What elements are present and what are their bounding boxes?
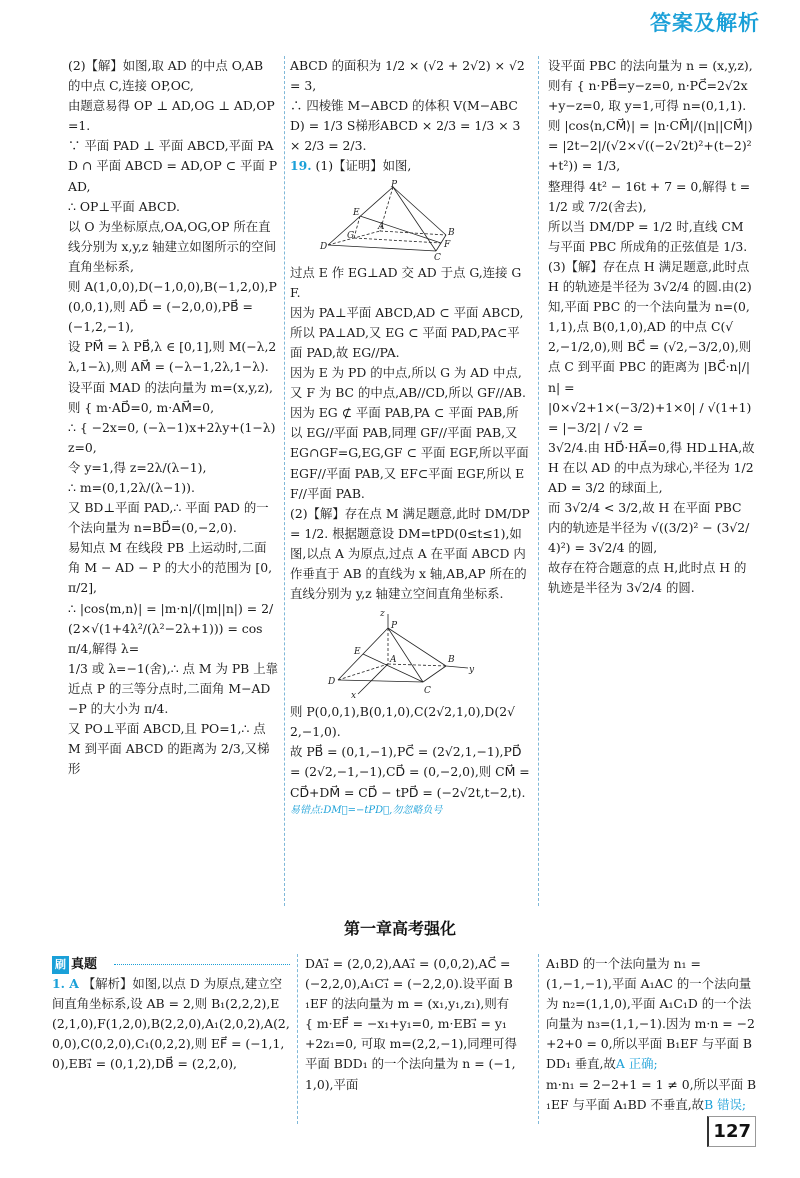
question-number: 19.	[290, 158, 312, 174]
solution-paragraph: 故 PB⃗ = (0,1,−1),PC⃗ = (2√2,1,−1),PD⃗ = (2√2,−1,−1),CD⃗ = (0,−2,0),则 CM⃗ = CD⃗+DM⃗ = CD⃗ − tPD⃗ = (−2√2t,t−2,t).	[290, 744, 534, 800]
header-title: 答案及解析	[650, 11, 760, 35]
solution-paragraph: ABCD 的面积为 1/2 × (√2 + 2√2) × √2 = 3,	[290, 58, 529, 94]
solution-paragraph: 由题意易得 OP ⊥ AD,OG ⊥ AD,OP=1.	[68, 98, 275, 134]
solution-paragraph: ∴ { −2x=0, (−λ−1)x+2λy+(1−λ)z=0,	[68, 419, 276, 455]
solution-paragraph: 3√2/4.由 HD⃗·HA⃗=0,得 HD⊥HA,故 H 在以 AD 的中点为球心,半径为 1/2 AD = 3/2 的球面上,	[548, 439, 759, 495]
solution-paragraph: 又 PO⊥平面 ABCD,且 PO=1,∴ 点 M 到平面 ABCD 的距离为 2/3,又梯形	[68, 721, 270, 777]
fig2-label-a: A	[390, 655, 397, 666]
column-divider	[297, 954, 298, 1124]
fig1-label-b: B	[448, 227, 455, 238]
fig2-label-c: C	[424, 686, 431, 697]
solution-paragraph: (2)【解】存在点 M 满足题意,此时 DM/DP = 1/2. 根据题意设 DM=tPD(0≤t≤1),如图,以点 A 为原点,过点 A 在平面 ABCD 内作垂直于 AB 的直线为 x 轴,AB,AP 所在的直线分别为 y,z 轴建立空间直角坐标系.	[290, 505, 534, 602]
solution-paragraph: 又 BD⊥平面 PAD,∴ 平面 PAD 的一个法向量为 n=BD⃗=(0,−2,0).	[68, 500, 269, 536]
fig2-label-p: P	[391, 621, 398, 632]
solution-paragraph: 过点 E 作 EG⊥AD 交 AD 于点 G,连接 GF.	[290, 264, 522, 300]
solution-paragraph: 令 y=1,得 z=2λ/(λ−1),	[68, 459, 207, 475]
section-tag-text: 真题	[71, 957, 98, 972]
column-right	[548, 56, 759, 906]
solution-paragraph: 则 A(1,0,0),D(−1,0,0),B(−1,2,0),P(0,0,1),则 AD⃗ = (−2,0,0),PB⃗ = (−1,2,−1),	[68, 279, 277, 335]
page-number: 127	[707, 1116, 756, 1147]
solution-paragraph: 故存在符合题意的点 H,此时点 H 的轨迹是半径为 3√2/4 的圆.	[548, 560, 747, 596]
question-19-heading	[290, 156, 530, 176]
error-tip-note: 易错点:DM⃗=−tPD⃗,勿忽略负号	[290, 804, 443, 816]
bottom-column-middle	[305, 954, 517, 1124]
solution-paragraph: 1/3 或 λ=−1(舍),∴ 点 M 为 PB 上靠近点 P 的三等分点时,二面角 M−AD−P 的大小为 π/4.	[68, 660, 278, 716]
fig2-label-x: x	[351, 691, 357, 702]
solution-paragraph: 则 P(0,0,1),B(0,1,0),C(2√2,1,0),D(2√2,−1,0).	[290, 704, 515, 740]
solution-paragraph: 以 O 为坐标原点,OA,OG,OP 所在直线分别为 x,y,z 轴建立如图所示的空间直角坐标系,	[68, 218, 277, 274]
fig2-label-b: B	[448, 655, 455, 666]
fig2-label-z: z	[380, 609, 385, 620]
fig1-label-c: C	[434, 252, 441, 263]
fig1-label-e: E	[353, 207, 360, 218]
section-tag: 刷	[52, 956, 69, 974]
answer-paragraph	[52, 974, 290, 1074]
answer-text: A₁BD 的一个法向量为 n₁ = (1,−1,−1),平面 A₁AC 的一个法向量为 n₂=(1,1,0),平面 A₁C₁D 的一个法向量为 n₃=(1,1,−1).因为 m·n = −2+2+0 = 0,所以平面 B₁EF 与平面 BDD₁ 垂直,故	[546, 956, 755, 1072]
answer-text: m·n₁ = 2−2+1 = 1 ≠ 0,所以平面 B₁EF 与平面 A₁BD 不垂直,故	[546, 1076, 757, 1112]
solution-paragraph: 整理得 4t² − 16t + 7 = 0,解得 t = 1/2 或 7/2(舍去),	[548, 178, 755, 214]
solution-paragraph: 则 { m·AD⃗=0, m·AM⃗=0,	[68, 399, 215, 415]
answer-text: 【解析】如图,以点 D 为原点,建立空间直角坐标系,设 AB = 2,则 B₁(2,2,2),E(2,1,0),F(1,2,0),B(2,2,0),A₁(2,0,2),A(2,0,0),C(0,2,0),C₁(0,2,2),则 EF⃗ = (−1,1,0),EB₁⃗ = (0,1,2),DB⃗ = (2,2,0),	[52, 976, 290, 1072]
solution-paragraph: 易知点 M 在线段 PB 上运动时,二面角 M − AD − P 的大小的范围为 [0,π/2],	[68, 540, 273, 596]
fig2-label-y: y	[469, 665, 475, 676]
solution-paragraph: 设平面 MAD 的法向量为 m=(x,y,z),	[68, 379, 273, 395]
solution-paragraph: 则 |cos⟨n,CM⃗⟩| = |n·CM⃗|/(|n||CM⃗|) = |2t−2|/(√2×√((−2√2t)²+(t−2)²+t²)) = 1/3,	[548, 118, 757, 174]
fig2-label-d: D	[328, 677, 336, 688]
solution-paragraph: ∴ OP⊥平面 ABCD.	[68, 198, 180, 214]
solution-paragraph: (2)【解】如图,取 AD 的中点 O,AB 的中点 C,连接 OP,OC,	[68, 58, 268, 94]
column-divider	[284, 56, 285, 906]
pyramid-figure-1	[318, 181, 468, 261]
solution-paragraph: 因为 E 为 PD 的中点,所以 G 为 AD 中点,又 F 为 BC 的中点,AB//CD,所以 GF//AB.	[290, 365, 526, 401]
solution-paragraph: 因为 PA⊥平面 ABCD,AD ⊂ 平面 ABCD,所以 PA⊥AD,又 EG ⊂ 平面 PAD,PA⊂平面 PAD,故 EG//PA.	[290, 304, 524, 360]
column-divider	[538, 954, 539, 1124]
solution-paragraph: ∴ |cos⟨m,n⟩| = |m·n|/(|m||n|) = 2/(2×√(1+4λ²/(λ²−2λ+1))) = cos π/4,解得 λ=	[68, 600, 274, 656]
column-left	[68, 56, 278, 906]
bottom-column-right	[546, 954, 758, 1124]
fig1-label-d: D	[320, 241, 328, 252]
fig1-label-a: A	[378, 221, 385, 232]
section-title: 第一章高考强化	[343, 919, 456, 938]
solution-paragraph: ∵ 平面 PAD ⊥ 平面 ABCD,平面 PAD ∩ 平面 ABCD = AD,OP ⊂ 平面 PAD,	[68, 138, 278, 194]
answer-paragraph: DA₁⃗ = (2,0,2),AA₁⃗ = (0,0,2),AC⃗ = (−2,2,0),A₁C₁⃗ = (−2,2,0).设平面 B₁EF 的法向量为 m = (x₁,y₁,z₁),则有 { m·EF⃗ = −x₁+y₁=0, m·EB₁⃗ = y₁+2z₁=0, 可取 m=(2,2,−1),同理可得平面 BDD₁ 的一个法向量为 n = (−1,1,0),平面	[305, 956, 517, 1092]
answer-paragraph	[546, 1075, 758, 1115]
question-number: 1. A	[52, 976, 79, 991]
solution-paragraph: 而 3√2/4 < 3/2,故 H 在平面 PBC 内的轨迹是半径为 √((3/2)² − (3√2/4)²) = 3√2/4 的圆,	[548, 500, 750, 556]
answer-paragraph	[546, 954, 758, 1075]
bottom-column-left	[52, 974, 290, 1124]
fig1-label-g: G	[347, 230, 355, 241]
column-middle	[290, 56, 534, 906]
solution-paragraph: ∴ 四棱锥 M−ABCD 的体积 V(M−ABCD) = 1/3 S梯形ABCD × 2/3 = 1/3 × 3 × 2/3 = 2/3.	[290, 98, 525, 154]
fig1-label-f: F	[444, 239, 451, 250]
solution-paragraph: (3)【解】存在点 H 满足题意,此时点 H 的轨迹是半径为 3√2/4 的圆.由(2)知,平面 PBC 的一个法向量为 n=(0,1,1),点 B(0,1,0),AD 的中点 C(√2,−1/2,0),则 BC⃗ = (√2,−3/2,0),则点 C 到平面 PBC 的距离为 |BC⃗·n|/|n| =	[548, 258, 754, 395]
fig2-label-e: E	[354, 647, 361, 658]
answer-b-verdict: B 错误;	[704, 1096, 747, 1112]
tag-dotted-rule	[114, 964, 290, 965]
section-tag-row	[52, 954, 290, 974]
solution-paragraph: 设 PM⃗ = λ PB⃗,λ ∈ [0,1],则 M(−λ,2λ,1−λ),则 AM⃗ = (−λ−1,2λ,1−λ).	[68, 339, 277, 375]
solution-paragraph: 所以当 DM/DP = 1/2 时,直线 CM 与平面 PBC 所成角的正弦值是 1/3.	[548, 218, 748, 254]
solution-paragraph: |0×√2+1×(−3/2)+1×0| / √(1+1) = |−3/2| / √2 =	[548, 399, 756, 435]
question-19-proof-label: (1)【证明】如图,	[315, 158, 412, 174]
answer-a-verdict: A 正确;	[615, 1056, 658, 1072]
column-divider	[538, 56, 539, 906]
pyramid-figure-2	[318, 608, 478, 700]
solution-paragraph: ∴ m=(0,1,2λ/(λ−1)).	[68, 479, 195, 495]
fig1-label-p: P	[391, 179, 398, 190]
solution-paragraph: 设平面 PBC 的法向量为 n = (x,y,z),则有 { n·PB⃗=y−z=0, n·PC⃗=2√2x+y−z=0, 取 y=1,可得 n=(0,1,1).	[548, 58, 753, 114]
solution-paragraph: 因为 EG ⊄ 平面 PAB,PA ⊂ 平面 PAB,所以 EG//平面 PAB,同理 GF//平面 PAB,又 EG∩GF=G,EG,GF ⊂ 平面 EGF,所以平面 EGF//平面 PAB,又 EF⊂平面 EGF,所以 EF//平面 PAB.	[290, 405, 533, 501]
